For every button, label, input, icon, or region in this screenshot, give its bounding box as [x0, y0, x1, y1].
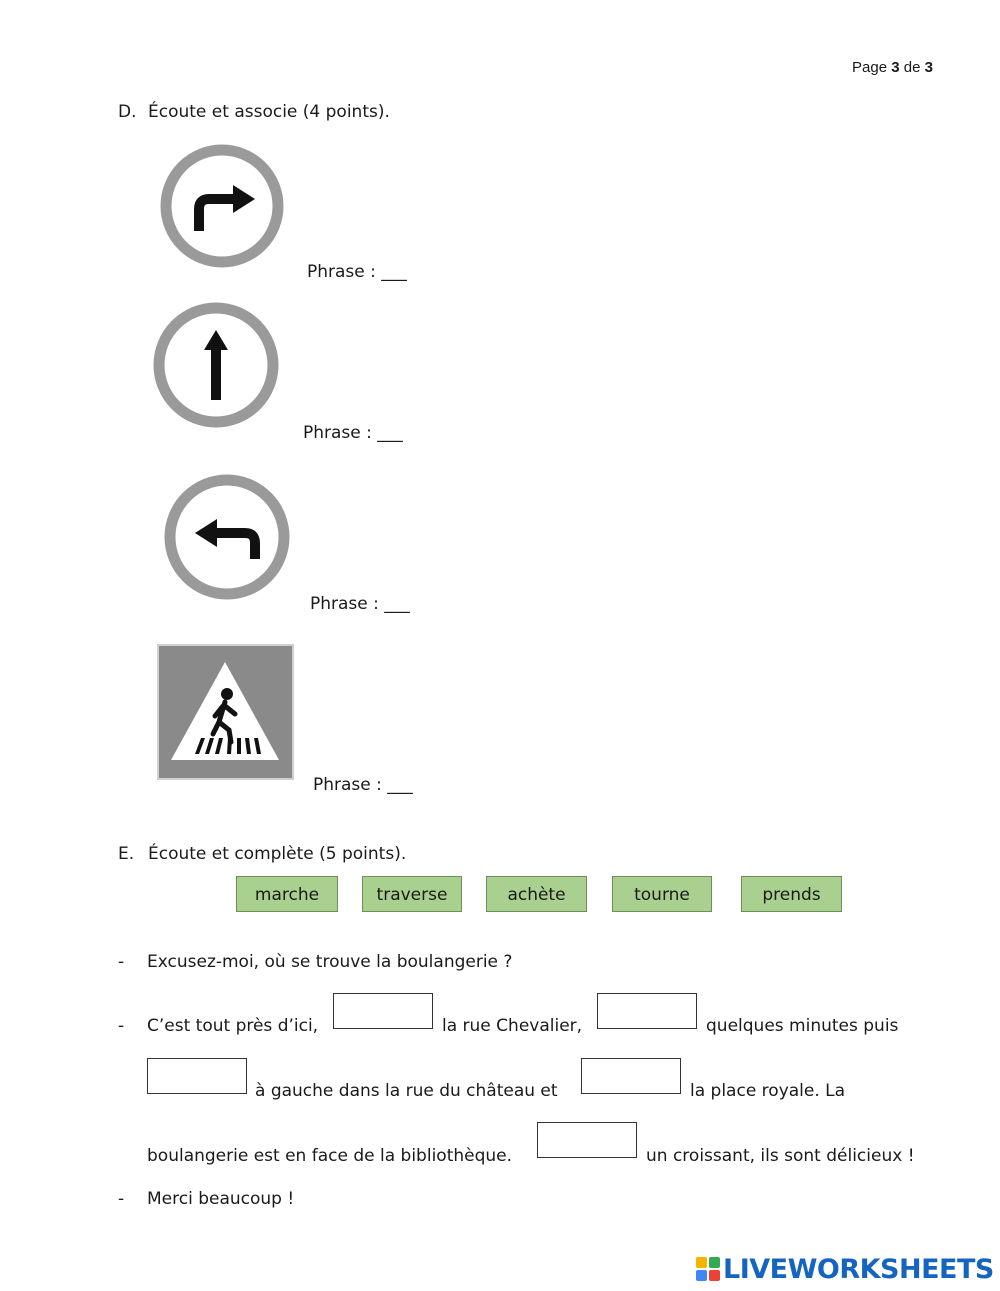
page-number: Page 3 de 3	[852, 59, 933, 76]
word-bank-tourne[interactable]: tourne	[612, 876, 712, 912]
dialogue-dash: -	[118, 1189, 125, 1209]
dialogue-text: la rue Chevalier,	[442, 1016, 583, 1036]
answer-blank-5[interactable]	[537, 1122, 637, 1158]
dialogue-text: C’est tout près d’ici,	[147, 1016, 319, 1036]
dialogue-dash: -	[118, 952, 125, 972]
answer-blank-3[interactable]	[147, 1058, 247, 1094]
turn-left-sign-icon	[163, 473, 291, 601]
pedestrian-crossing-sign-icon	[157, 644, 294, 780]
dialogue-text: quelques minutes puis	[706, 1016, 899, 1036]
answer-blank-2[interactable]	[597, 993, 697, 1029]
word-bank-marche[interactable]: marche	[236, 876, 338, 912]
logo-mark-icon	[696, 1257, 720, 1281]
dialogue-text: boulangerie est en face de la bibliothèque.	[147, 1146, 513, 1166]
section-d-heading: D. Écoute et associe (4 points).	[118, 102, 390, 122]
answer-blank-4[interactable]	[581, 1058, 681, 1094]
straight-ahead-sign-icon	[152, 302, 280, 428]
dialogue-text: un croissant, ils sont délicieux !	[646, 1146, 915, 1166]
phrase-label-3[interactable]: Phrase : ___	[310, 594, 410, 614]
word-bank-traverse[interactable]: traverse	[362, 876, 462, 912]
word-bank-prends[interactable]: prends	[741, 876, 842, 912]
answer-blank-1[interactable]	[333, 993, 433, 1029]
dialogue-text: la place royale. La	[690, 1081, 846, 1101]
phrase-label-2[interactable]: Phrase : ___	[303, 423, 403, 443]
dialogue-text: à gauche dans la rue du château et	[255, 1081, 558, 1101]
phrase-label-1[interactable]: Phrase : ___	[307, 262, 407, 282]
liveworksheets-logo	[696, 1254, 994, 1284]
dialogue-line-5: Merci beaucoup !	[147, 1189, 295, 1209]
section-e-heading: E. Écoute et complète (5 points).	[118, 844, 407, 864]
dialogue-line-1: Excusez-moi, où se trouve la boulangerie ?	[147, 952, 513, 972]
logo-text: LIVEWORKSHEETS	[723, 1253, 994, 1285]
phrase-label-4[interactable]: Phrase : ___	[313, 775, 413, 795]
dialogue-dash: -	[118, 1016, 125, 1036]
turn-right-sign-icon	[159, 143, 285, 269]
word-bank-achete[interactable]: achète	[486, 876, 587, 912]
